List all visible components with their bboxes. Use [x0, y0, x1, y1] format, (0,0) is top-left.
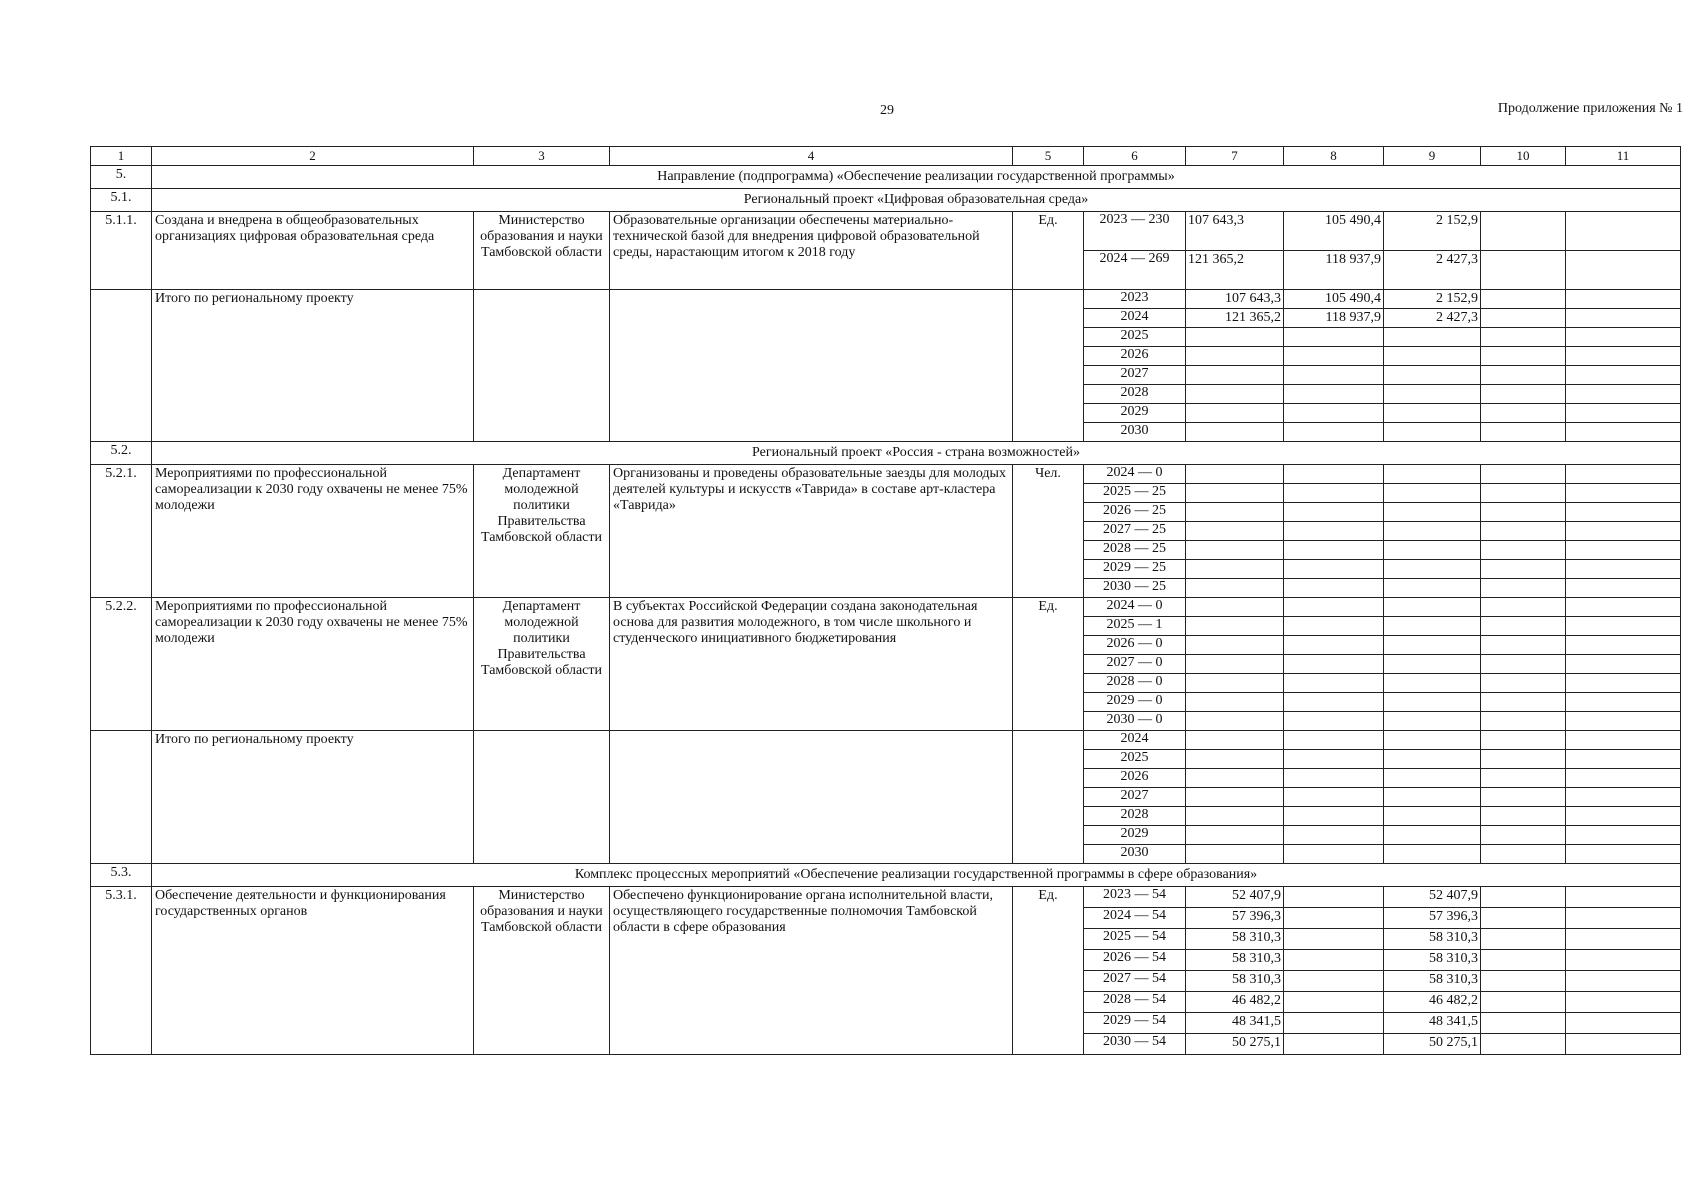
cell-col7 [1186, 484, 1284, 503]
year-value: 2030 [1084, 845, 1186, 864]
cell-col10 [1481, 1034, 1566, 1055]
cell-col9: 58 310,3 [1384, 950, 1481, 971]
year-value: 2030 [1084, 423, 1186, 442]
total-label: Итого по региональному проекту [152, 290, 474, 442]
total-unit [1013, 731, 1084, 864]
cell-col10 [1481, 404, 1566, 423]
table-row [91, 598, 1681, 617]
cell-col11 [1566, 522, 1681, 541]
item-number: 5.2.2. [91, 598, 152, 731]
year-value: 2025 [1084, 750, 1186, 769]
cell-col11 [1566, 655, 1681, 674]
cell-col7: 121 365,2 [1186, 309, 1284, 328]
year-value: 2029 — 54 [1084, 1013, 1186, 1034]
cell-col7: 52 407,9 [1186, 887, 1284, 908]
cell-col8: 105 490,4 [1284, 212, 1384, 251]
cell-col7 [1186, 788, 1284, 807]
cell-col8: 118 937,9 [1284, 251, 1384, 290]
cell-col7 [1186, 731, 1284, 750]
item-number [91, 731, 152, 864]
cell-col9 [1384, 617, 1481, 636]
cell-col9: 58 310,3 [1384, 929, 1481, 950]
cell-col9: 58 310,3 [1384, 971, 1481, 992]
cell-col7 [1186, 674, 1284, 693]
item-number [91, 290, 152, 442]
cell-col9 [1384, 423, 1481, 442]
cell-col11 [1566, 731, 1681, 750]
cell-col8 [1284, 423, 1384, 442]
cell-col9 [1384, 769, 1481, 788]
item-unit: Ед. [1013, 212, 1084, 290]
cell-col9 [1384, 560, 1481, 579]
item-unit: Чел. [1013, 465, 1084, 598]
col-num-9: 9 [1384, 147, 1481, 166]
cell-col7 [1186, 423, 1284, 442]
cell-col8 [1284, 788, 1384, 807]
total-unit [1013, 290, 1084, 442]
cell-col9: 2 152,9 [1384, 212, 1481, 251]
item-name: Мероприятиями по профессиональной самореализации к 2030 году охвачены не менее 75% молодежи [152, 465, 474, 598]
cell-col9 [1384, 598, 1481, 617]
year-value: 2029 [1084, 404, 1186, 423]
cell-col10 [1481, 309, 1566, 328]
cell-col10 [1481, 598, 1566, 617]
cell-col7 [1186, 769, 1284, 788]
cell-col10 [1481, 366, 1566, 385]
cell-col11 [1566, 950, 1681, 971]
cell-col9 [1384, 750, 1481, 769]
year-value: 2028 [1084, 807, 1186, 826]
year-value: 2023 — 230 [1084, 212, 1186, 251]
cell-col10 [1481, 212, 1566, 251]
cell-col8 [1284, 541, 1384, 560]
year-value: 2026 [1084, 347, 1186, 366]
cell-col8 [1284, 674, 1384, 693]
cell-col11 [1566, 1034, 1681, 1055]
cell-col8 [1284, 1013, 1384, 1034]
cell-col11 [1566, 541, 1681, 560]
cell-col10 [1481, 636, 1566, 655]
cell-col7 [1186, 503, 1284, 522]
year-value: 2025 — 54 [1084, 929, 1186, 950]
item-executor: Департамент молодежной политики Правительства Тамбовской области [474, 465, 610, 598]
year-value: 2024 — 269 [1084, 251, 1186, 290]
col-num-11: 11 [1566, 147, 1681, 166]
item-executor: Министерство образования и науки Тамбовской области [474, 887, 610, 1055]
col-num-3: 3 [474, 147, 610, 166]
cell-col10 [1481, 541, 1566, 560]
cell-col7: 50 275,1 [1186, 1034, 1284, 1055]
cell-col8 [1284, 769, 1384, 788]
cell-col7 [1186, 366, 1284, 385]
year-value: 2027 [1084, 366, 1186, 385]
section-number: 5. [91, 166, 152, 189]
cell-col10 [1481, 712, 1566, 731]
cell-col11 [1566, 328, 1681, 347]
year-value: 2024 — 54 [1084, 908, 1186, 929]
year-value: 2024 — 0 [1084, 598, 1186, 617]
table-row [91, 290, 1681, 309]
col-num-4: 4 [610, 147, 1013, 166]
cell-col7 [1186, 617, 1284, 636]
cell-col8 [1284, 385, 1384, 404]
cell-col11 [1566, 290, 1681, 309]
cell-col7 [1186, 465, 1284, 484]
cell-col7 [1186, 541, 1284, 560]
cell-col11 [1566, 503, 1681, 522]
cell-col11 [1566, 366, 1681, 385]
cell-col8 [1284, 366, 1384, 385]
cell-col8 [1284, 522, 1384, 541]
cell-col8 [1284, 750, 1384, 769]
cell-col11 [1566, 992, 1681, 1013]
year-value: 2030 — 54 [1084, 1034, 1186, 1055]
year-value: 2023 [1084, 290, 1186, 309]
cell-col10 [1481, 522, 1566, 541]
cell-col7 [1186, 655, 1284, 674]
cell-col11 [1566, 971, 1681, 992]
cell-col9 [1384, 712, 1481, 731]
item-result: Организованы и проведены образовательные заезды для молодых деятелей культуры и искусств «Таврида» в составе арт-кластера «Таврида» [610, 465, 1013, 598]
cell-col10 [1481, 617, 1566, 636]
cell-col7: 48 341,5 [1186, 1013, 1284, 1034]
cell-col10 [1481, 826, 1566, 845]
cell-col8 [1284, 503, 1384, 522]
cell-col7 [1186, 712, 1284, 731]
cell-col7 [1186, 750, 1284, 769]
cell-col8 [1284, 1034, 1384, 1055]
cell-col7 [1186, 560, 1284, 579]
cell-col10 [1481, 845, 1566, 864]
cell-col10 [1481, 655, 1566, 674]
cell-col8 [1284, 992, 1384, 1013]
col-num-10: 10 [1481, 147, 1566, 166]
cell-col9 [1384, 366, 1481, 385]
cell-col11 [1566, 693, 1681, 712]
year-value: 2029 [1084, 826, 1186, 845]
total-label: Итого по региональному проекту [152, 731, 474, 864]
cell-col11 [1566, 845, 1681, 864]
cell-col10 [1481, 731, 1566, 750]
cell-col9 [1384, 807, 1481, 826]
cell-col7 [1186, 522, 1284, 541]
cell-col11 [1566, 674, 1681, 693]
item-unit: Ед. [1013, 887, 1084, 1055]
cell-col8 [1284, 845, 1384, 864]
cell-col11 [1566, 404, 1681, 423]
cell-col10 [1481, 887, 1566, 908]
table-row [91, 731, 1681, 750]
cell-col8 [1284, 560, 1384, 579]
cell-col7 [1186, 347, 1284, 366]
cell-col7: 58 310,3 [1186, 950, 1284, 971]
item-unit: Ед. [1013, 598, 1084, 731]
year-value: 2024 [1084, 309, 1186, 328]
section-title: Комплекс процессных мероприятий «Обеспечение реализации государственной программы в сфере образования» [152, 864, 1681, 887]
cell-col7 [1186, 579, 1284, 598]
cell-col8 [1284, 908, 1384, 929]
year-value: 2029 — 0 [1084, 693, 1186, 712]
cell-col10 [1481, 579, 1566, 598]
cell-col10 [1481, 560, 1566, 579]
year-value: 2026 — 25 [1084, 503, 1186, 522]
cell-col10 [1481, 347, 1566, 366]
cell-col8 [1284, 465, 1384, 484]
cell-col10 [1481, 385, 1566, 404]
item-result: Обеспечено функционирование органа исполнительной власти, осуществляющего государственные полномочия Тамбовской области в сфере образования [610, 887, 1013, 1055]
cell-col7 [1186, 826, 1284, 845]
cell-col9 [1384, 465, 1481, 484]
cell-col11 [1566, 807, 1681, 826]
cell-col8 [1284, 731, 1384, 750]
section-row [91, 442, 1681, 465]
cell-col11 [1566, 347, 1681, 366]
col-num-5: 5 [1013, 147, 1084, 166]
cell-col10 [1481, 769, 1566, 788]
year-value: 2026 — 54 [1084, 950, 1186, 971]
cell-col9: 52 407,9 [1384, 887, 1481, 908]
item-number: 5.2.1. [91, 465, 152, 598]
col-num-1: 1 [91, 147, 152, 166]
cell-col8 [1284, 347, 1384, 366]
year-value: 2024 — 0 [1084, 465, 1186, 484]
item-number: 5.3.1. [91, 887, 152, 1055]
cell-col9: 46 482,2 [1384, 992, 1481, 1013]
cell-col8 [1284, 655, 1384, 674]
cell-col10 [1481, 674, 1566, 693]
budget-table [90, 146, 1681, 1055]
year-value: 2028 — 54 [1084, 992, 1186, 1013]
cell-col8 [1284, 328, 1384, 347]
cell-col10 [1481, 929, 1566, 950]
year-value: 2030 — 25 [1084, 579, 1186, 598]
year-value: 2025 — 1 [1084, 617, 1186, 636]
cell-col7: 121 365,2 [1186, 251, 1284, 290]
section-number: 5.2. [91, 442, 152, 465]
cell-col11 [1566, 636, 1681, 655]
cell-col7: 57 396,3 [1186, 908, 1284, 929]
cell-col10 [1481, 693, 1566, 712]
cell-col9 [1384, 655, 1481, 674]
cell-col11 [1566, 826, 1681, 845]
year-value: 2024 [1084, 731, 1186, 750]
cell-col9: 50 275,1 [1384, 1034, 1481, 1055]
cell-col10 [1481, 484, 1566, 503]
cell-col11 [1566, 617, 1681, 636]
cell-col9 [1384, 826, 1481, 845]
cell-col9 [1384, 731, 1481, 750]
cell-col9 [1384, 845, 1481, 864]
cell-col10 [1481, 807, 1566, 826]
cell-col9 [1384, 328, 1481, 347]
cell-col11 [1566, 465, 1681, 484]
cell-col8 [1284, 693, 1384, 712]
cell-col8 [1284, 950, 1384, 971]
cell-col11 [1566, 251, 1681, 290]
cell-col10 [1481, 328, 1566, 347]
cell-col11 [1566, 769, 1681, 788]
cell-col7 [1186, 404, 1284, 423]
item-executor: Департамент молодежной политики Правительства Тамбовской области [474, 598, 610, 731]
col-num-6: 6 [1084, 147, 1186, 166]
col-num-8: 8 [1284, 147, 1384, 166]
table-row [91, 465, 1681, 484]
cell-col9 [1384, 503, 1481, 522]
cell-col11 [1566, 423, 1681, 442]
cell-col10 [1481, 423, 1566, 442]
page-number: 29 [880, 103, 894, 118]
year-value: 2026 — 0 [1084, 636, 1186, 655]
cell-col8 [1284, 484, 1384, 503]
cell-col8 [1284, 971, 1384, 992]
year-value: 2030 — 0 [1084, 712, 1186, 731]
year-value: 2028 — 0 [1084, 674, 1186, 693]
cell-col8 [1284, 617, 1384, 636]
cell-col7: 46 482,2 [1186, 992, 1284, 1013]
year-value: 2025 — 25 [1084, 484, 1186, 503]
year-value: 2029 — 25 [1084, 560, 1186, 579]
total-result [610, 290, 1013, 442]
cell-col7 [1186, 845, 1284, 864]
cell-col11 [1566, 598, 1681, 617]
item-result: Образовательные организации обеспечены материально-технической базой для внедрения цифровой образовательной среды, нарастающим итогом к 2018 году [610, 212, 1013, 290]
cell-col9: 2 427,3 [1384, 309, 1481, 328]
cell-col8 [1284, 826, 1384, 845]
cell-col7 [1186, 807, 1284, 826]
cell-col10 [1481, 1013, 1566, 1034]
year-value: 2027 — 25 [1084, 522, 1186, 541]
total-executor [474, 731, 610, 864]
section-number: 5.1. [91, 189, 152, 212]
cell-col8 [1284, 579, 1384, 598]
cell-col11 [1566, 1013, 1681, 1034]
cell-col8: 118 937,9 [1284, 309, 1384, 328]
section-title: Направление (подпрограмма) «Обеспечение реализации государственной программы» [152, 166, 1681, 189]
cell-col10 [1481, 750, 1566, 769]
column-number-row [91, 147, 1681, 166]
cell-col9 [1384, 385, 1481, 404]
cell-col9 [1384, 674, 1481, 693]
section-title: Региональный проект «Россия - страна возможностей» [152, 442, 1681, 465]
cell-col9 [1384, 788, 1481, 807]
cell-col10 [1481, 465, 1566, 484]
year-value: 2028 — 25 [1084, 541, 1186, 560]
cell-col8: 105 490,4 [1284, 290, 1384, 309]
year-value: 2027 — 54 [1084, 971, 1186, 992]
section-number: 5.3. [91, 864, 152, 887]
cell-col7: 58 310,3 [1186, 929, 1284, 950]
cell-col9 [1384, 579, 1481, 598]
total-executor [474, 290, 610, 442]
cell-col7 [1186, 693, 1284, 712]
cell-col8 [1284, 404, 1384, 423]
total-result [610, 731, 1013, 864]
cell-col11 [1566, 212, 1681, 251]
item-name: Обеспечение деятельности и функционирования государственных органов [152, 887, 474, 1055]
year-value: 2025 [1084, 328, 1186, 347]
col-num-2: 2 [152, 147, 474, 166]
section-row [91, 166, 1681, 189]
col-num-7: 7 [1186, 147, 1284, 166]
cell-col9: 2 152,9 [1384, 290, 1481, 309]
year-value: 2026 [1084, 769, 1186, 788]
cell-col8 [1284, 887, 1384, 908]
year-value: 2023 — 54 [1084, 887, 1186, 908]
cell-col9 [1384, 347, 1481, 366]
table-row [91, 887, 1681, 908]
cell-col10 [1481, 908, 1566, 929]
cell-col11 [1566, 385, 1681, 404]
item-name: Создана и внедрена в общеобразовательных организациях цифровая образовательная среда [152, 212, 474, 290]
section-title: Региональный проект «Цифровая образовательная среда» [152, 189, 1681, 212]
cell-col11 [1566, 750, 1681, 769]
cell-col7: 107 643,3 [1186, 212, 1284, 251]
table-row [91, 212, 1681, 251]
cell-col11 [1566, 788, 1681, 807]
cell-col11 [1566, 309, 1681, 328]
cell-col8 [1284, 807, 1384, 826]
item-executor: Министерство образования и науки Тамбовской области [474, 212, 610, 290]
cell-col9 [1384, 522, 1481, 541]
cell-col7 [1186, 598, 1284, 617]
cell-col8 [1284, 636, 1384, 655]
cell-col8 [1284, 598, 1384, 617]
cell-col11 [1566, 712, 1681, 731]
cell-col8 [1284, 712, 1384, 731]
cell-col9: 48 341,5 [1384, 1013, 1481, 1034]
cell-col9 [1384, 541, 1481, 560]
year-value: 2027 — 0 [1084, 655, 1186, 674]
item-result: В субъектах Российской Федерации создана законодательная основа для развития молодежного, в том числе школьного и студенческого инициативного бюджетирования [610, 598, 1013, 731]
cell-col10 [1481, 992, 1566, 1013]
cell-col7: 107 643,3 [1186, 290, 1284, 309]
cell-col9: 2 427,3 [1384, 251, 1481, 290]
year-value: 2028 [1084, 385, 1186, 404]
cell-col11 [1566, 929, 1681, 950]
section-row [91, 864, 1681, 887]
cell-col10 [1481, 290, 1566, 309]
year-value: 2027 [1084, 788, 1186, 807]
cell-col9: 57 396,3 [1384, 908, 1481, 929]
cell-col7 [1186, 385, 1284, 404]
cell-col10 [1481, 251, 1566, 290]
cell-col9 [1384, 484, 1481, 503]
cell-col10 [1481, 503, 1566, 522]
item-name: Мероприятиями по профессиональной самореализации к 2030 году охвачены не менее 75% молодежи [152, 598, 474, 731]
cell-col10 [1481, 971, 1566, 992]
cell-col11 [1566, 484, 1681, 503]
cell-col9 [1384, 636, 1481, 655]
item-number: 5.1.1. [91, 212, 152, 290]
cell-col8 [1284, 929, 1384, 950]
appendix-label: Продолжение приложения № 1 [1497, 101, 1683, 116]
section-row [91, 189, 1681, 212]
cell-col11 [1566, 560, 1681, 579]
cell-col7: 58 310,3 [1186, 971, 1284, 992]
cell-col11 [1566, 579, 1681, 598]
cell-col9 [1384, 404, 1481, 423]
cell-col11 [1566, 887, 1681, 908]
cell-col7 [1186, 636, 1284, 655]
cell-col9 [1384, 693, 1481, 712]
cell-col7 [1186, 328, 1284, 347]
cell-col11 [1566, 908, 1681, 929]
cell-col10 [1481, 950, 1566, 971]
cell-col10 [1481, 788, 1566, 807]
